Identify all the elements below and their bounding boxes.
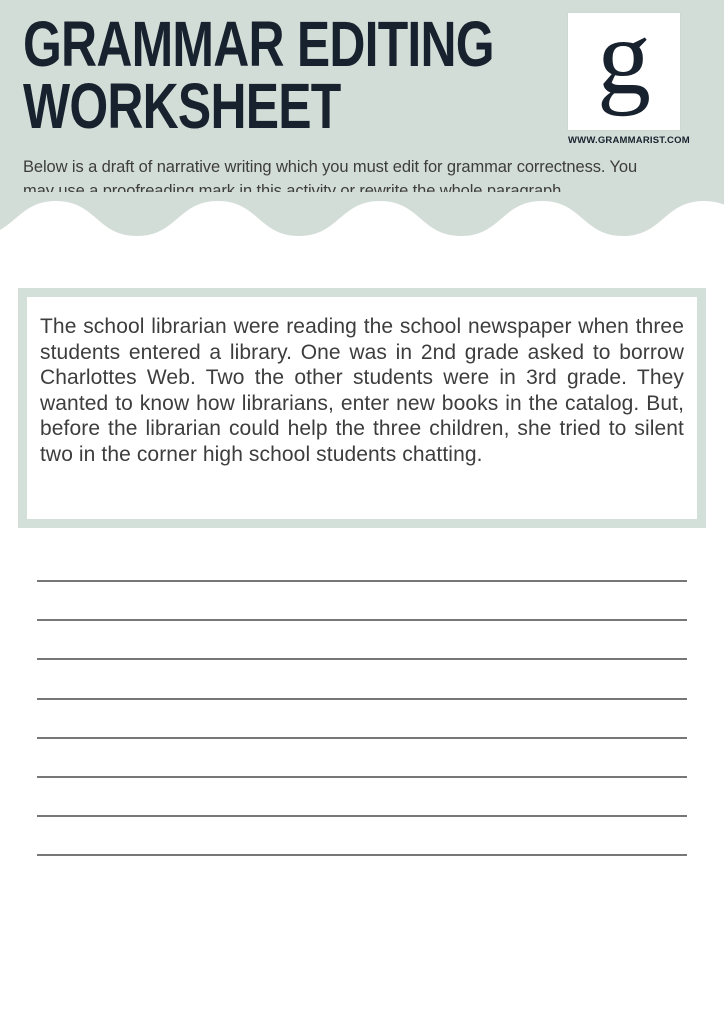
writing-line (37, 815, 687, 817)
writing-line (37, 776, 687, 778)
writing-line (37, 698, 687, 700)
writing-line (37, 619, 687, 621)
header-banner (0, 0, 724, 200)
header-wave-edge (0, 192, 724, 240)
logo-box (568, 0, 680, 130)
grammarist-logo (568, 0, 690, 146)
writing-line (37, 658, 687, 660)
instructions-line-2: may use a proofreading mark in this activity or rewrite the whole paragraph. (23, 182, 566, 200)
title-line-2: WORKSHEET (23, 70, 341, 142)
draft-paragraph-text: The school librarian were reading the school newspaper when three students entered a library. One was in 2nd grade asked to borrow Charlottes Web. Two the other students were in 3rd grade. They wanted to know how librarians, enter new books in the catalog. But, before the librarian could help the three children, she tried to silent two in the corner high school students chatting. (40, 315, 684, 466)
page-title (23, 8, 627, 142)
writing-line (37, 580, 687, 582)
draft-paragraph-box (18, 288, 706, 528)
instructions-line-1: Below is a draft of narrative writing which you must edit for grammar correctness. You (23, 158, 638, 176)
writing-line (37, 854, 687, 856)
title-line-1: GRAMMAR EDITING (23, 8, 494, 80)
logo-website-text: WWW.GRAMMARIST.COM (568, 135, 690, 146)
writing-line (37, 737, 687, 739)
writing-lines (37, 580, 687, 856)
logo-g-letter-icon: g (597, 0, 651, 117)
